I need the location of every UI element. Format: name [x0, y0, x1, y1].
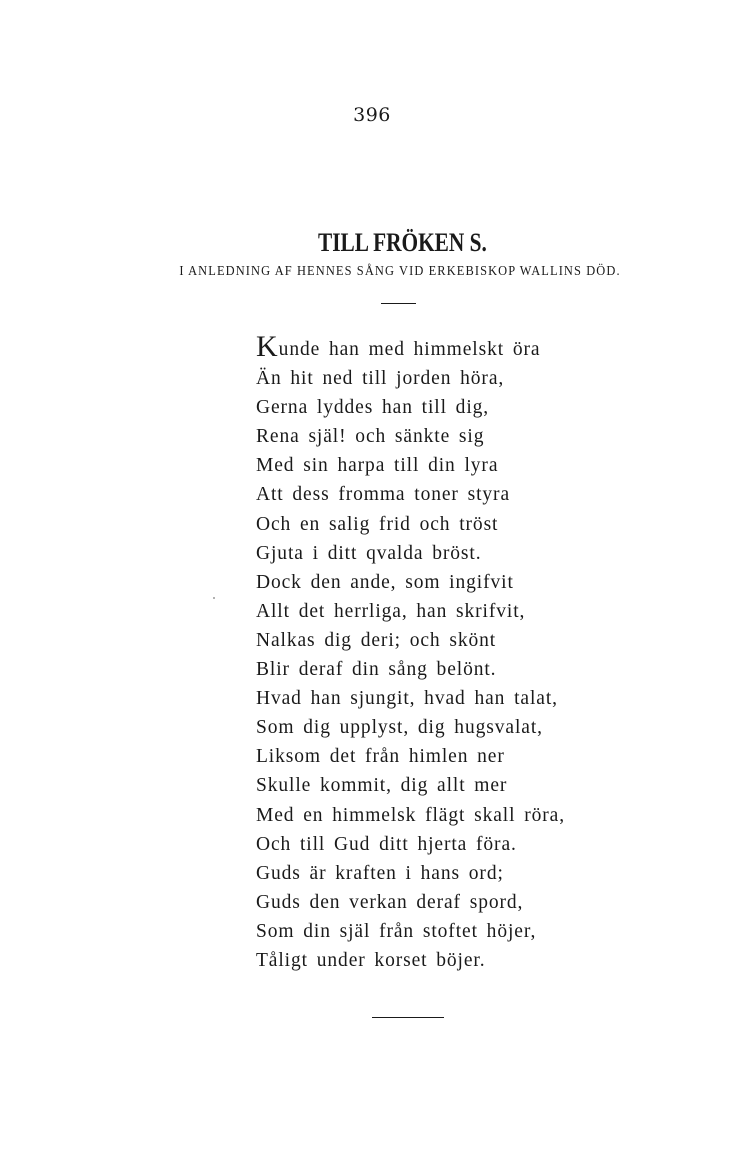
poem-line: Och till Gud ditt hjerta föra.	[256, 833, 517, 855]
poem-line: Med en himmelsk flägt skall röra,	[256, 804, 565, 826]
margin-speck	[213, 597, 215, 599]
poem-line: Guds den verkan deraf spord,	[256, 891, 524, 913]
poem-line: Gjuta i ditt qvalda bröst.	[256, 542, 482, 564]
poem-line: Rena själ! och sänkte sig	[256, 426, 485, 448]
poem-line: Blir deraf din sång belönt.	[256, 659, 497, 681]
title-divider	[381, 303, 416, 304]
poem-subtitle: I ANLEDNING AF HENNES SÅNG VID ERKEBISKOP WALLINS DÖD.	[179, 263, 621, 278]
first-line-text: unde han med himmelskt öra	[278, 339, 541, 360]
poem-line: Och en salig frid och tröst	[256, 513, 499, 535]
poem-line: Liksom det från himlen ner	[256, 746, 505, 768]
poem-line: Tåligt under korset böjer.	[256, 949, 486, 971]
poem-line	[256, 330, 616, 364]
poem-line: Dock den ande, som ingifvit	[256, 571, 514, 593]
poem-line: Än hit ned till jorden höra,	[256, 368, 505, 390]
poem-line: Hvad han sjungit, hvad han talat,	[256, 688, 558, 710]
page-number: 396	[353, 104, 391, 126]
poem-body	[256, 330, 616, 975]
poem-line: Skulle kommit, dig allt mer	[256, 775, 508, 797]
poem-line: Allt det herrliga, han skrifvit,	[256, 600, 526, 622]
poem-title: TILL FRÖKEN S.	[317, 228, 487, 257]
poem-line: Med sin harpa till din lyra	[256, 455, 499, 477]
poem-line: Att dess fromma toner styra	[256, 484, 510, 506]
poem-line: Som din själ från stoftet höjer,	[256, 920, 537, 942]
poem-line: Guds är kraften i hans ord;	[256, 862, 504, 884]
drop-cap: K	[256, 330, 278, 363]
poem-line: Gerna lyddes han till dig,	[256, 397, 490, 419]
end-divider	[372, 1017, 444, 1018]
poem-line: Nalkas dig deri; och skönt	[256, 629, 497, 651]
poem-line: Som dig upplyst, dig hugsvalat,	[256, 717, 543, 739]
